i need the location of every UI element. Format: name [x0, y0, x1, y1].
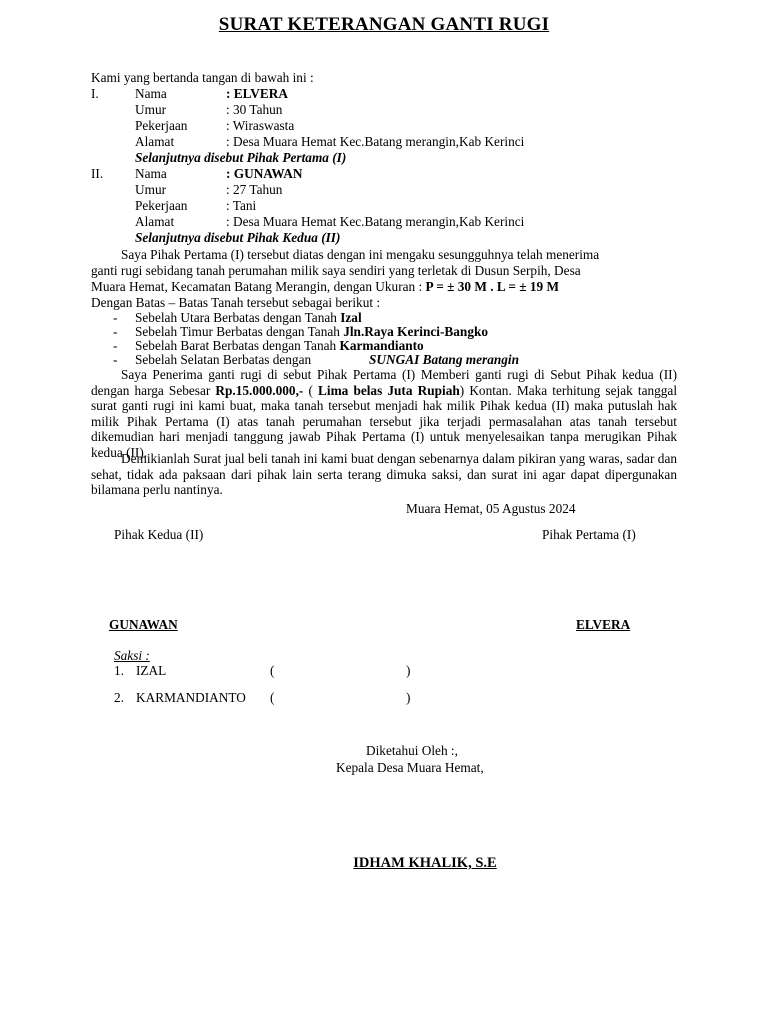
witness-1-name: IZAL [136, 663, 167, 678]
boundary-bullet: - [113, 324, 118, 339]
party2-designation: Selanjutnya disebut Pihak Kedua (II) [135, 230, 341, 245]
party1-address-value: : Desa Muara Hemat Kec.Batang merangin,Kab Kerinci [226, 134, 525, 149]
boundary-east-value: Jln.Raya Kerinci-Bangko [343, 324, 489, 339]
right-signatory-label: Pihak Pertama (I) [542, 527, 636, 542]
party2-name-value: : GUNAWAN [226, 166, 303, 181]
payment-amount: Rp.15.000.000,- [215, 382, 304, 398]
left-signatory-name: GUNAWAN [109, 617, 178, 632]
acknowledged-line-2: Kepala Desa Muara Hemat, [336, 760, 484, 775]
boundaries-intro: Dengan Batas – Batas Tanah tersebut sebagai berikut : [91, 295, 381, 310]
party2-address-label: Alamat [135, 214, 175, 229]
party1-name-label: Nama [135, 86, 167, 101]
party2-job-label: Pekerjaan [135, 198, 188, 213]
party1-job-label: Pekerjaan [135, 118, 188, 133]
statement-size-prefix: Muara Hemat, Kecamatan Batang Merangin, dengan Ukuran : [91, 279, 423, 294]
party1-job-value: : Wiraswasta [226, 118, 295, 133]
witness-1-close: ) [406, 663, 411, 678]
boundary-east-text: Sebelah Timur Berbatas dengan Tanah [135, 324, 340, 339]
boundary-west-text: Sebelah Barat Berbatas dengan Tanah [135, 338, 337, 353]
payment-open-paren: ( [308, 382, 313, 398]
right-signatory-name: ELVERA [576, 617, 631, 632]
party2-name-label: Nama [135, 166, 167, 181]
party2-numeral: II. [91, 166, 104, 181]
acknowledged-line-1: Diketahui Oleh :, [366, 743, 458, 758]
party1-address-label: Alamat [135, 134, 175, 149]
boundary-south-text: Sebelah Selatan Berbatas dengan [135, 352, 312, 367]
statement-line-1: Saya Pihak Pertama (I) tersebut diatas dengan ini mengaku sesungguhnya telah menerima [121, 247, 600, 262]
statement-line-2: ganti rugi sebidang tanah perumahan milik saya sendiri yang terletak di Dusun Serpih, Desa [91, 263, 581, 278]
payment-text-1: Saya Penerima ganti rugi di sebut Pihak Pertama (I) Memberi ganti rugi di Sebut Pihak kedua (II) dengan harga Sebesar [91, 367, 677, 398]
payment-paragraph [91, 367, 677, 461]
party1-numeral: I. [91, 86, 99, 101]
closing-paragraph [91, 451, 677, 498]
boundary-bullet: - [113, 338, 118, 353]
party1-age-value: : 30 Tahun [226, 102, 283, 117]
boundary-south-value: SUNGAI Batang merangin [369, 352, 519, 367]
place-date: Muara Hemat, 05 Agustus 2024 [406, 501, 576, 516]
party2-age-label: Umur [135, 182, 167, 197]
boundary-west-value: Karmandianto [339, 338, 424, 353]
boundary-north-text: Sebelah Utara Berbatas dengan Tanah [135, 310, 337, 325]
boundary-bullet: - [113, 352, 118, 367]
party1-name-value: : ELVERA [226, 86, 288, 101]
boundary-bullet: - [113, 310, 118, 325]
payment-amount-words: Lima belas Juta Rupiah [318, 382, 460, 398]
village-head-name: IDHAM KHALIK, S.E [353, 855, 497, 871]
party2-age-value: : 27 Tahun [226, 182, 283, 197]
boundary-north-value: Izal [340, 310, 362, 325]
party2-job-value: : Tani [226, 198, 257, 213]
left-signatory-label: Pihak Kedua (II) [114, 527, 204, 542]
intro-text: Kami yang bertanda tangan di bawah ini : [91, 70, 314, 85]
document-title: SURAT KETERANGAN GANTI RUGI [218, 14, 550, 35]
payment-text-2: ) Kontan. Maka terhitung sejak tanggal surat ganti rugi ini kami buat, maka tanah tersebut menjadi hak milik Pihak kedua (II) maka putuslah hak milik Pihak Pertama (I) atas tanah perumahan tersebut jika terjadi permasalahan atas tanah tersebut dikemudian hari menjadi tanggung jawab Pihak Pertama (I) untuk menyelesaikan tanpa merugikan Pihak kedua (II). [91, 382, 678, 460]
statement-line-3 [91, 279, 559, 295]
party1-age-label: Umur [135, 102, 167, 117]
witness-1-number: 1. [114, 663, 124, 678]
witness-2-number: 2. [114, 690, 124, 705]
witness-2-name: KARMANDIANTO [136, 690, 246, 705]
witness-1-open: ( [270, 663, 275, 678]
witness-2-close: ) [406, 690, 411, 705]
witness-heading: Saksi : [114, 648, 150, 663]
party2-address-value: : Desa Muara Hemat Kec.Batang merangin,Kab Kerinci [226, 214, 525, 229]
witness-2-open: ( [270, 690, 275, 705]
closing-text: Demikianlah Surat jual beli tanah ini kami buat dengan sebenarnya dalam pikiran yang waras, sadar dan sehat, tidak ada paksaan dari pihak lain serta terang dimuka saksi, dan surat ini agar dapat dipergunakan bilamana perlu nantinya. [91, 451, 677, 498]
party1-designation: Selanjutnya disebut Pihak Pertama (I) [135, 150, 347, 165]
land-size: P = ± 30 M . L = ± 19 M [425, 279, 560, 294]
